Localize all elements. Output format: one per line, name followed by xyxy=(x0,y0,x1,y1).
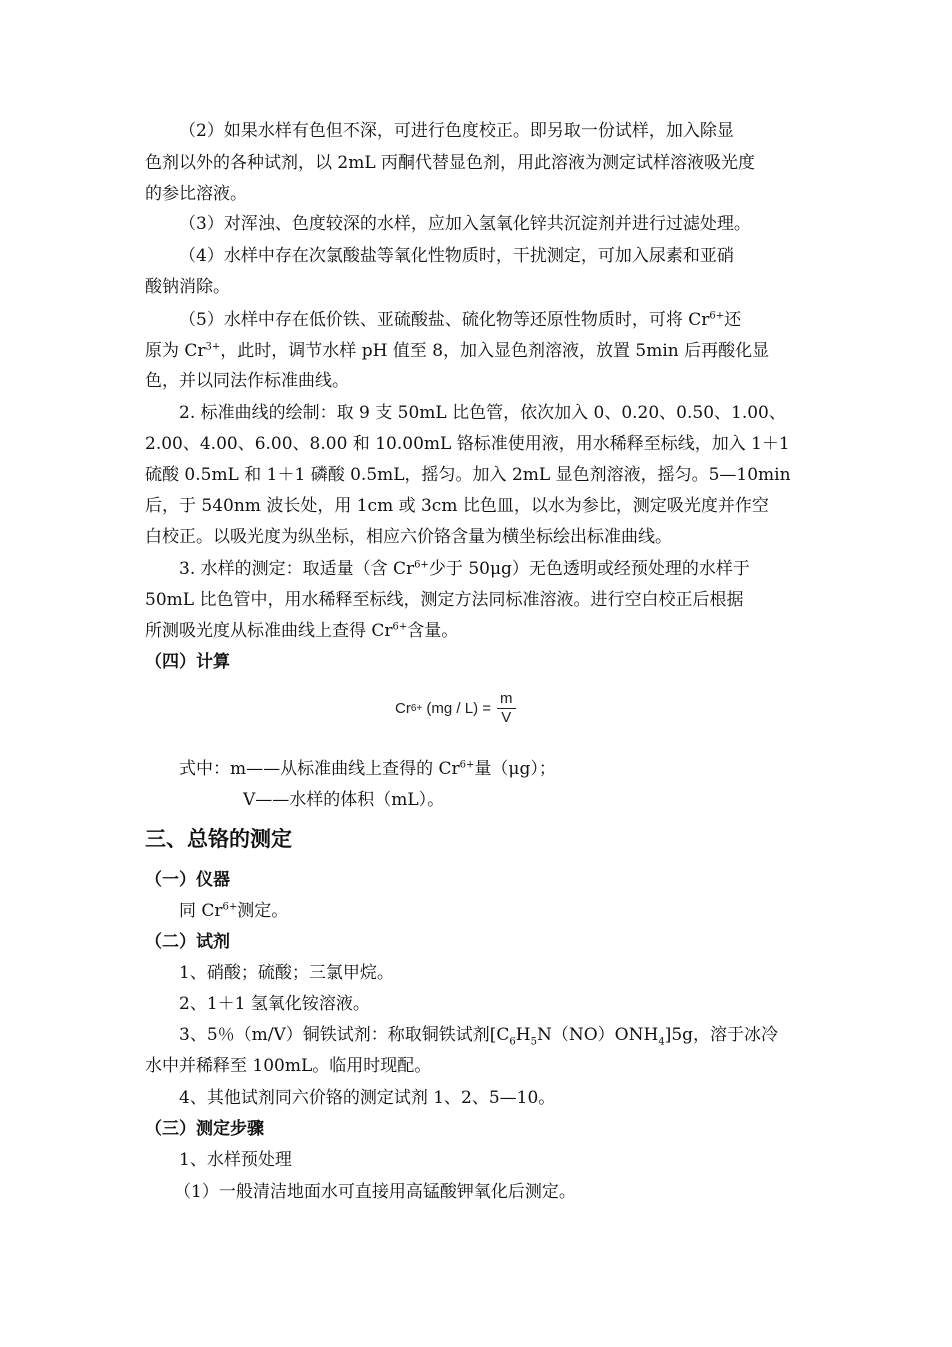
text-line: 2. 标准曲线的绘制：取 9 支 50mL 比色管，依次加入 0、0.20、0.50、1.00、 xyxy=(179,403,786,423)
text-line: 色剂以外的各种试剂，以 2mL 丙酮代替显色剂，用此溶液为测定试样溶液吸光度 xyxy=(145,153,756,173)
text-line: （2）如果水样有色但不深，可进行色度校正。即另取一份试样，加入除显 xyxy=(179,121,734,141)
section-heading: （一）仪器 xyxy=(145,870,230,890)
subscript: 4 xyxy=(658,1036,665,1048)
text-span: 3. 水样的测定：取适量（含 Cr xyxy=(179,559,415,579)
superscript: 6+ xyxy=(414,559,429,571)
text-span: 含量。 xyxy=(407,621,459,641)
formula-unit: (mg / L) = xyxy=(426,700,492,717)
text-line: 酸钠消除。 xyxy=(145,277,230,297)
subscript: 5 xyxy=(530,1036,537,1048)
text-span: ]5g，溶于冰冷 xyxy=(664,1025,779,1045)
text-line: 水中并稀释至 100mL。临用时现配。 xyxy=(145,1056,432,1076)
text-span: 所测吸光度从标准曲线上查得 Cr xyxy=(145,621,393,641)
text-line: 50mL 比色管中，用水稀释至标线，测定方法同标准溶液。进行空白校正后根据 xyxy=(145,590,744,610)
text-span: 式中：m——从标准曲线上查得的 Cr xyxy=(179,759,460,779)
section-heading: （四）计算 xyxy=(145,652,230,672)
text-line xyxy=(179,900,288,922)
text-line: （4）水样中存在次氯酸盐等氧化性物质时，干扰测定，可加入尿素和亚硝 xyxy=(179,246,734,266)
text-line xyxy=(179,758,556,780)
text-line xyxy=(145,340,769,362)
text-line xyxy=(145,620,458,642)
text-line: 2.00、4.00、6.00、8.00 和 10.00mL 铬标准使用液，用水稀释至标线，加入 1＋1 xyxy=(145,434,790,454)
text-line: （1）一般清洁地面水可直接用高锰酸钾氧化后测定。 xyxy=(174,1182,576,1202)
text-line xyxy=(179,1024,778,1046)
text-line: 白校正。以吸光度为纵坐标，相应六价铬含量为横坐标绘出标准曲线。 xyxy=(145,527,672,547)
formula: Cr 6+ (mg / L) = $\frac{m}{V}$ xyxy=(395,690,516,727)
section-heading: （二）试剂 xyxy=(145,932,230,952)
text-span: N（NO）ONH xyxy=(536,1025,659,1045)
text-span: 测定。 xyxy=(237,901,289,921)
text-line: 2、1＋1 氢氧化铵溶液。 xyxy=(179,994,370,1014)
text-span: 量（μg）； xyxy=(474,759,556,779)
section-heading: （三）测定步骤 xyxy=(145,1119,264,1139)
text-span: 3、5％（m/V）铜铁试剂：称取铜铁试剂[C xyxy=(179,1025,510,1045)
text-line: 后，于 540nm 波长处，用 1cm 或 3cm 比色皿，以水为参比，测定吸光度并作空 xyxy=(145,496,769,516)
text-span: 同 Cr xyxy=(179,901,223,921)
text-span: ，此时，调节水样 pH 值至 8，加入显色剂溶液，放置 5min 后再酸化显 xyxy=(220,341,770,361)
text-span: 还 xyxy=(724,310,742,330)
superscript: 3+ xyxy=(205,341,221,353)
subscript: 6 xyxy=(509,1036,516,1048)
text-line xyxy=(179,309,741,331)
text-line: 硫酸 0.5mL 和 1＋1 磷酸 0.5mL，摇匀。加入 2mL 显色剂溶液，摇匀。5—10min xyxy=(145,465,791,485)
text-span: 原为 Cr xyxy=(145,341,206,361)
text-span: （5）水样中存在低价铁、亚硫酸盐、硫化物等还原性物质时，可将 Cr xyxy=(179,310,710,330)
fraction-numerator: m xyxy=(497,690,516,709)
text-line: 色，并以同法作标准曲线。 xyxy=(145,371,349,391)
text-line: 1、硝酸；硫酸；三氯甲烷。 xyxy=(179,963,394,983)
formula-lhs: Cr xyxy=(395,700,411,717)
superscript: 6+ xyxy=(222,901,238,913)
text-line: V——水样的体积（mL）。 xyxy=(243,790,445,810)
text-span: 少于 50μg）无色透明或经预处理的水样于 xyxy=(428,559,750,579)
fraction xyxy=(497,690,516,727)
text-span: H xyxy=(515,1025,531,1045)
superscript: 6+ xyxy=(459,759,475,771)
text-line: 1、水样预处理 xyxy=(179,1150,292,1170)
superscript: 6+ xyxy=(709,310,725,322)
text-line xyxy=(179,558,750,580)
superscript: 6+ xyxy=(392,621,408,633)
text-line: （3）对浑浊、色度较深的水样，应加入氢氧化锌共沉淀剂并进行过滤处理。 xyxy=(179,214,751,234)
text-line: 4、其他试剂同六价铬的测定试剂 1、2、5—10。 xyxy=(179,1088,556,1108)
fraction-denominator: V xyxy=(501,709,512,726)
chapter-heading: 三、总铬的测定 xyxy=(145,827,292,851)
text-line: 的参比溶液。 xyxy=(145,184,247,204)
